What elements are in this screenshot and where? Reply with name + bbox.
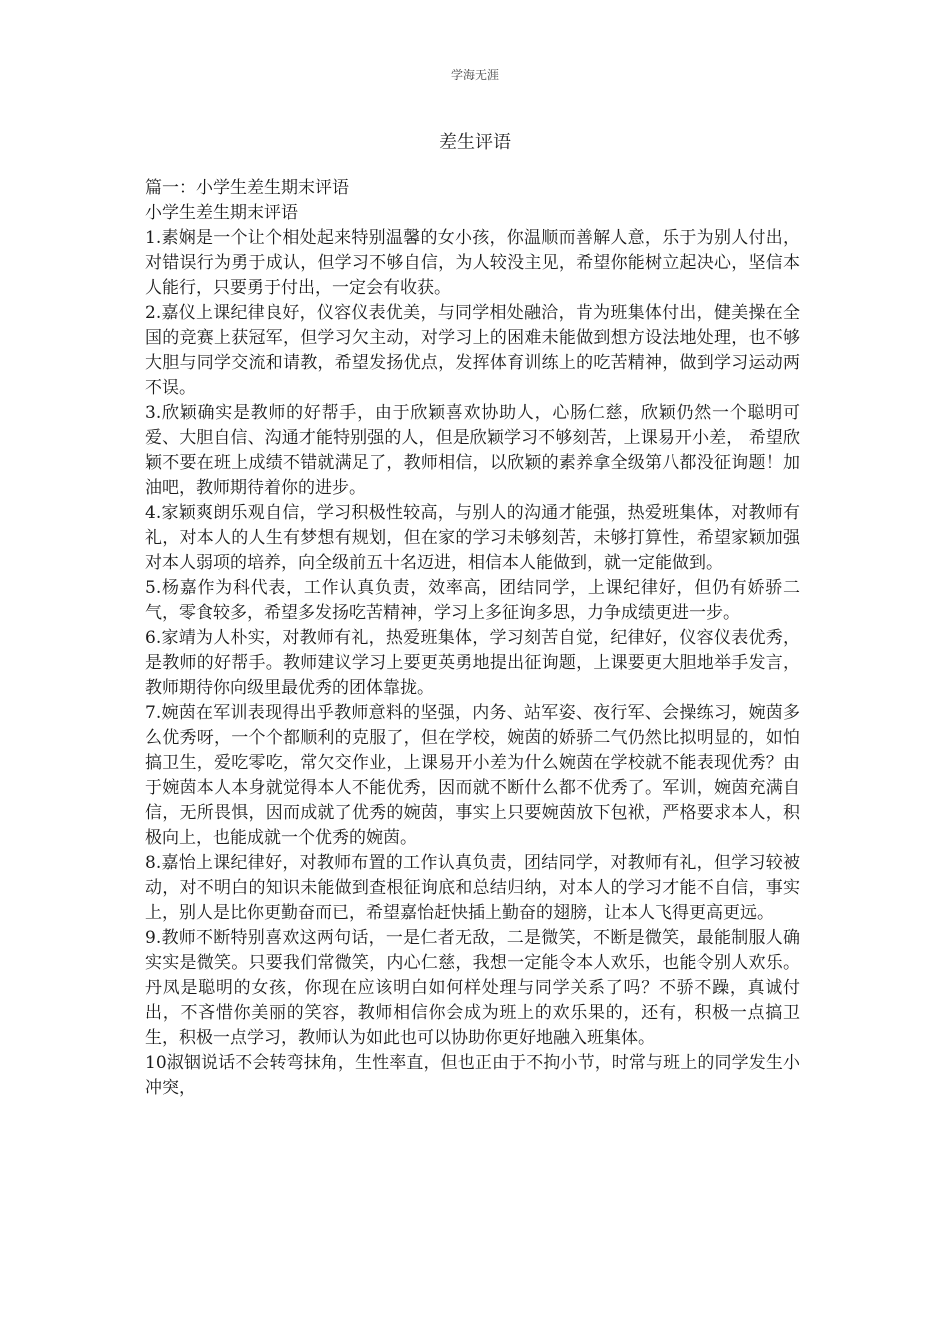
- section-heading: 篇一：小学生差生期末评语: [145, 178, 349, 198]
- document-body: [145, 176, 800, 1101]
- document-title: 差生评语: [439, 132, 511, 153]
- paragraph: 4.家颖爽朗乐观自信，学习积极性较高，与别人的沟通才能强，热爱班集体，对教师有礼，对本人的人生有梦想有规划，但在家的学习未够刻苦，未够打算性，希望家颖加强对本人弱项的培养，向全级前五十名迈进，相信本人能做到，就一定能做到。: [145, 503, 800, 573]
- paragraph: 2.嘉仪上课纪律良好，仪容仪表优美，与同学相处融洽，肯为班集体付出，健美操在全国的竞赛上获冠军，但学习欠主动，对学习上的困难未能做到想方设法地处理，也不够大胆与同学交流和请教，希望发扬优点，发挥体育训练上的吃苦精神，做到学习运动两不误。: [145, 303, 800, 398]
- paragraph: 8.嘉怡上课纪律好，对教师布置的工作认真负责，团结同学，对教师有礼，但学习较被动，对不明白的知识未能做到查根征询底和总结归纳，对本人的学习才能不自信，事实上，别人是比你更勤奋而已，希望嘉怡赶快插上勤奋的翅膀，让本人飞得更高更远。: [145, 853, 800, 923]
- paragraph: 5.杨嘉作为科代表，工作认真负责，效率高，团结同学，上课纪律好，但仍有娇骄二气，零食较多，希望多发扬吃苦精神，学习上多征询多思，力争成绩更进一步。: [145, 578, 800, 623]
- paragraph: 10淑铟说话不会转弯抹角，生性率直，但也正由于不拘小节，时常与班上的同学发生小冲突，: [145, 1053, 800, 1098]
- subheading: 小学生差生期末评语: [145, 203, 298, 223]
- paragraph: 3.欣颖确实是教师的好帮手，由于欣颖喜欢协助人，心肠仁慈，欣颖仍然一个聪明可爱、大胆自信、沟通才能特别强的人，但是欣颖学习不够刻苦，上课易开小差， 希望欣颖不要在班上成绩不错就满足了，教师相信，以欣颖的素养拿全级第八都没征询题！加油吧，教师期待着你的进步。: [145, 403, 800, 498]
- paragraph: 9.教师不断特别喜欢这两句话，一是仁者无敌，二是微笑，不断是微笑，最能制服人确实实是微笑。只要我们常微笑，内心仁慈，我想一定能令本人欢乐，也能令别人欢乐。丹凤是聪明的女孩，你现在应该明白如何样处理与同学关系了吗？不骄不躁，真诚付出，不吝惜你美丽的笑容，教师相信你会成为班上的欢乐果的，还有，积极一点搞卫生，积极一点学习，教师认为如此也可以协助你更好地融入班集体。: [145, 928, 800, 1048]
- paragraph: 7.婉茵在军训表现得出乎教师意料的坚强，内务、站军姿、夜行军、会操练习，婉茵多么优秀呀，一个个都顺利的克服了，但在学校，婉茵的娇骄二气仍然比拟明显的，如怕搞卫生，爱吃零吃，常欠交作业，上课易开小差为什么婉茵在学校就不能表现优秀？由于婉茵本人本身就觉得本人不能优秀，因而就不断什么都不优秀了。军训，婉茵充满自信，无所畏惧，因而成就了优秀的婉茵，事实上只要婉茵放下包袱，严格要求本人，积极向上，也能成就一个优秀的婉茵。: [145, 703, 800, 848]
- page-header: 学海无涯: [450, 68, 499, 82]
- paragraph: 1.素娴是一个让个相处起来特别温馨的女小孩，你温顺而善解人意，乐于为别人付出，对错误行为勇于成认，但学习不够自信，为人较没主见，希望你能树立起决心，坚信本人能行，只要勇于付出，一定会有收获。: [145, 228, 800, 298]
- paragraph: 6.家靖为人朴实，对教师有礼，热爱班集体，学习刻苦自觉，纪律好，仪容仪表优秀，是教师的好帮手。教师建议学习上要更英勇地提出征询题，上课要更大胆地举手发言，教师期待你向级里最优秀的团体靠拢。: [145, 628, 800, 698]
